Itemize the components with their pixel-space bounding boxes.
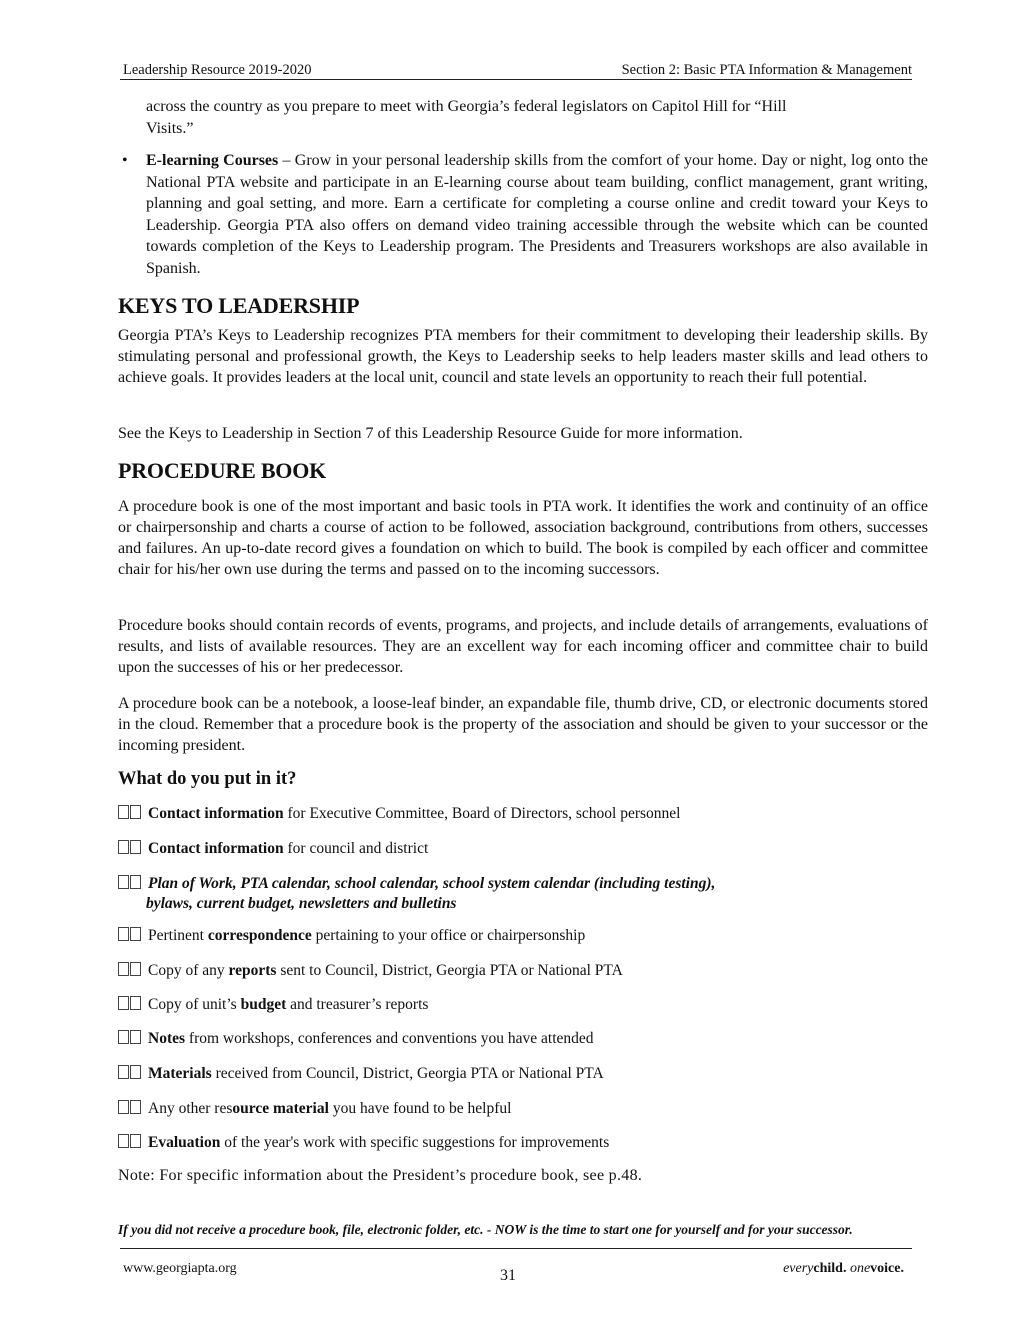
bullet-dot: • xyxy=(122,152,128,169)
checklist-item: Contact information for council and district xyxy=(118,839,928,859)
checklist-item: Pertinent correspondence pertaining to your office or chairpersonship xyxy=(118,926,928,946)
header-rule xyxy=(120,79,912,80)
continuation-paragraph: across the country as you prepare to meet with Georgia’s federal legislators on Capitol Hill for “Hill Visits.” xyxy=(146,98,787,137)
checklist-item: Contact information for Executive Committee, Board of Directors, school personnel xyxy=(118,804,928,824)
checkbox-icon xyxy=(118,804,142,824)
footer-italic-note: If you did not receive a procedure book, file, electronic folder, etc. - NOW is the time to start one for yourself and for your successor. xyxy=(118,1222,853,1237)
checkbox-icon xyxy=(118,961,142,981)
note-text: Note: For specific information about the President’s procedure book, see p.48. xyxy=(118,1167,643,1184)
procedure-paragraph-3: A procedure book can be a notebook, a loose-leaf binder, an expandable file, thumb drive, CD, or electronic documents stored in the cloud. Remember that a procedure book is the property of the association and should be given to your successor or the incoming president. xyxy=(118,695,928,754)
checkbox-icon xyxy=(118,995,142,1015)
checklist-item: Copy of any reports sent to Council, District, Georgia PTA or National PTA xyxy=(118,961,928,981)
checkbox-icon xyxy=(118,839,142,859)
bullet-title: E-learning Courses xyxy=(146,152,279,169)
checklist-item: Any other resource material you have found to be helpful xyxy=(118,1099,928,1119)
checklist-item: Copy of unit’s budget and treasurer’s reports xyxy=(118,995,928,1015)
checkbox-icon xyxy=(118,1133,142,1153)
checkbox-icon xyxy=(118,1099,142,1119)
checklist-item: Notes from workshops, conferences and conventions you have attended xyxy=(118,1029,928,1049)
checkbox-icon xyxy=(118,1064,142,1084)
checkbox-icon xyxy=(118,926,142,946)
keys-paragraph-1: Georgia PTA’s Keys to Leadership recognizes PTA members for their commitment to developing their leadership skills. By stimulating personal and professional growth, the Keys to Leadership seeks to help leaders master skills and lead others to achieve goals. It provides leaders at the local unit, council and state levels an opportunity to reach their full potential. xyxy=(118,327,928,386)
procedure-heading: PROCEDURE BOOK xyxy=(118,458,327,483)
procedure-subheading: What do you put in it? xyxy=(118,769,297,789)
checklist-item: Materials received from Council, District, Georgia PTA or National PTA xyxy=(118,1064,928,1084)
footer-rule xyxy=(120,1248,912,1249)
checklist-item-plan-of-work: Plan of Work, PTA calendar, school calendar, school system calendar (including testing), bylaws, current budget, newsletters and bulletins xyxy=(118,874,928,914)
page-number: 31 xyxy=(500,1267,516,1284)
checkbox-icon xyxy=(118,874,142,894)
footer-website[interactable]: www.georgiapta.org xyxy=(123,1261,237,1276)
procedure-paragraph-2: Procedure books should contain records of events, programs, and projects, and include details of arrangements, evaluations of results, and lists of available resources. They are an excellent way for each incoming officer and committee chair to build upon the successes of his or her predecessor. xyxy=(118,617,928,676)
checklist-item: Evaluation of the year's work with specific suggestions for improvements xyxy=(118,1133,928,1153)
footer-slogan: everychild. onevoice. xyxy=(783,1261,904,1276)
bullet-text: – Grow in your personal leadership skills from the comfort of your home. Day or night, log onto the National PTA website and participate in an E-learning course about team building, conflict management, grant writing, planning and goal setting, and more. Earn a certificate for completing a course online and credit toward your Keys to Leadership. Georgia PTA also offers on demand video training accessible through the website which can be counted towards completion of the Keys to Leadership program. The Presidents and Treasurers workshops are also available in Spanish. xyxy=(146,152,929,277)
checkbox-icon xyxy=(118,1029,142,1049)
header-left: Leadership Resource 2019-2020 xyxy=(123,62,312,78)
procedure-paragraph-1: A procedure book is one of the most important and basic tools in PTA work. It identifies the work and continuity of an office or chairpersonship and charts a course of action to be followed, association background, contributions from others, successes and failures. An up-to-date record gives a foundation on which to build. The book is compiled by each officer and committee chair for his/her own use during the terms and passed on to the incoming successors. xyxy=(118,498,928,578)
keys-paragraph-2: See the Keys to Leadership in Section 7 of this Leadership Resource Guide for more information. xyxy=(118,425,743,442)
keys-heading: KEYS TO LEADERSHIP xyxy=(118,293,360,318)
header-right: Section 2: Basic PTA Information & Management xyxy=(621,62,912,78)
bullet-e-learning xyxy=(118,150,928,279)
